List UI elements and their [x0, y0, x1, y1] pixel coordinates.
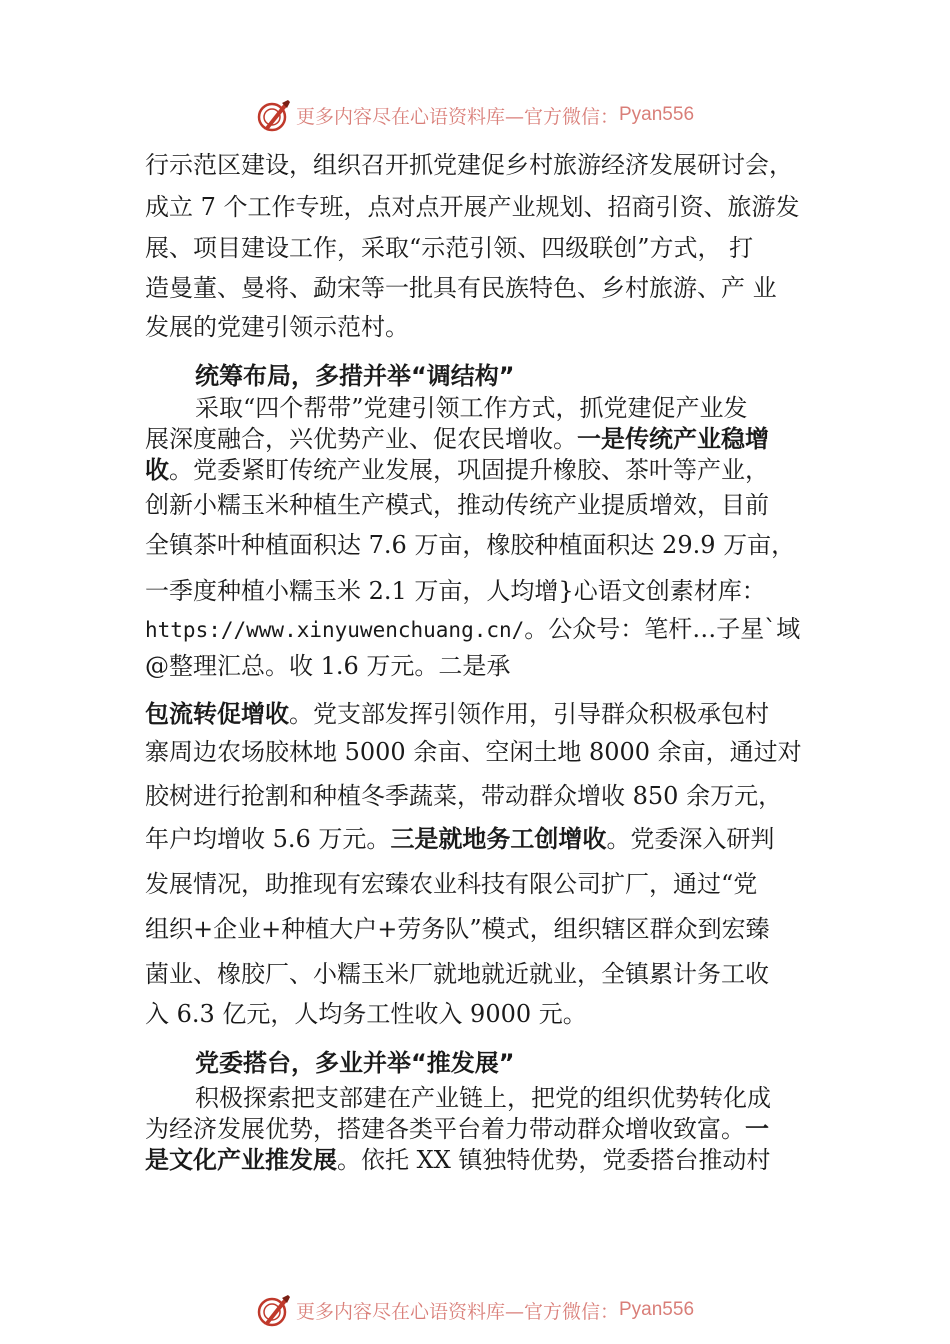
paragraph-line [145, 1114, 769, 1144]
paragraph-line [145, 424, 769, 454]
header-banner [0, 95, 950, 135]
text-run: 展深度融合，兴优势产业、促农民增收。 [145, 425, 577, 453]
paragraph-line [145, 614, 800, 644]
text-run: 。公众号：笔杆…子星`域 [524, 615, 801, 643]
bold-run: 三是就地务工创增收 [390, 825, 607, 853]
header-text: 更多内容尽在心语资料库—官方微信： [295, 105, 619, 128]
text-run: 年户均增收 5.6 万元。 [145, 825, 391, 853]
quill-pen-logo-icon [256, 97, 292, 133]
paragraph-line: 一季度种植小糯玉米 2.1 万亩，人均增}心语文创素材库： [145, 577, 766, 605]
paragraph-line [145, 824, 774, 854]
paragraph-line: 造曼董、曼将、勐宋等一批具有民族特色、乡村旅游、产 业 [145, 274, 777, 302]
bold-run: 是文化产业推发展 [145, 1146, 337, 1174]
section-heading: 统筹布局，多措并举“调结构” [195, 362, 515, 390]
paragraph-line: 全镇茶叶种植面积达 7.6 万亩，橡胶种植面积达 29.9 万亩， [145, 531, 796, 559]
paragraph-line: 菌业、橡胶厂、小糯玉米厂就地就近就业，全镇累计务工收 [145, 960, 769, 988]
text-run: 。党支部发挥引领作用，引导群众积极承包村 [289, 700, 769, 728]
paragraph-line: 发展的党建引领示范村。 [145, 313, 409, 341]
text-run: 。党委深入研判 [606, 825, 775, 853]
url-text: https://www.xinyuwenchuang.cn/ [145, 618, 525, 642]
header-wechat-id: Pyan556 [619, 104, 695, 125]
paragraph-line: 发展情况，助推现有宏臻农业科技有限公司扩厂，通过“党 [145, 870, 758, 898]
paragraph-line: 胶树进行抢割和种植冬季蔬菜，带动群众增收 850 余万元， [145, 782, 783, 810]
text-run: 为经济发展优势，搭建各类平台着力带动群众增收致富。 [145, 1115, 745, 1143]
paragraph-line: 寨周边农场胶林地 5000 余亩、空闲土地 8000 余亩，通过对 [145, 738, 802, 766]
footer-banner [0, 1290, 950, 1330]
paragraph-line: 创新小糯玉米种植生产模式，推动传统产业提质增效，目前 [145, 491, 769, 519]
footer-text: 更多内容尽在心语资料库—官方微信： [295, 1300, 619, 1323]
paragraph-line: 入 6.3 亿元，人均务工性收入 9000 元。 [145, 1000, 587, 1028]
bold-run: 一 [745, 1115, 769, 1143]
text-run: 。党委紧盯传统产业发展，巩固提升橡胶、茶叶等产业， [169, 456, 769, 484]
paragraph-line [145, 455, 769, 485]
paragraph-line [145, 1145, 770, 1175]
footer-wechat-id: Pyan556 [619, 1299, 695, 1320]
bold-run: 一是传统产业稳增 [577, 425, 769, 453]
paragraph-line: 采取“四个帮带”党建引领工作方式，抓党建促产业发 [195, 394, 748, 422]
paragraph-line: 成立 7 个工作专班，点对点开展产业规划、招商引资、旅游发 [145, 193, 800, 221]
paragraph-line: 积极探索把支部建在产业链上，把党的组织优势转化成 [195, 1084, 771, 1112]
paragraph-line: 行示范区建设，组织召开抓党建促乡村旅游经济发展研讨会， [145, 151, 793, 179]
paragraph-line: 组织+企业+种植大户+劳务队”模式，组织辖区群众到宏臻 [145, 915, 770, 943]
quill-pen-logo-icon [256, 1292, 292, 1328]
section-heading: 党委搭台，多业并举“推发展” [195, 1049, 515, 1077]
paragraph-line: 展、项目建设工作，采取“示范引领、四级联创”方式， 打 [145, 234, 754, 262]
paragraph-line [145, 699, 769, 729]
paragraph-line: @整理汇总。收 1.6 万元。二是承 [145, 652, 511, 680]
bold-run: 收 [145, 456, 169, 484]
text-run: 。依托 XX 镇独特优势，党委搭台推动村 [337, 1146, 771, 1174]
bold-run: 包流转促增收 [145, 700, 289, 728]
